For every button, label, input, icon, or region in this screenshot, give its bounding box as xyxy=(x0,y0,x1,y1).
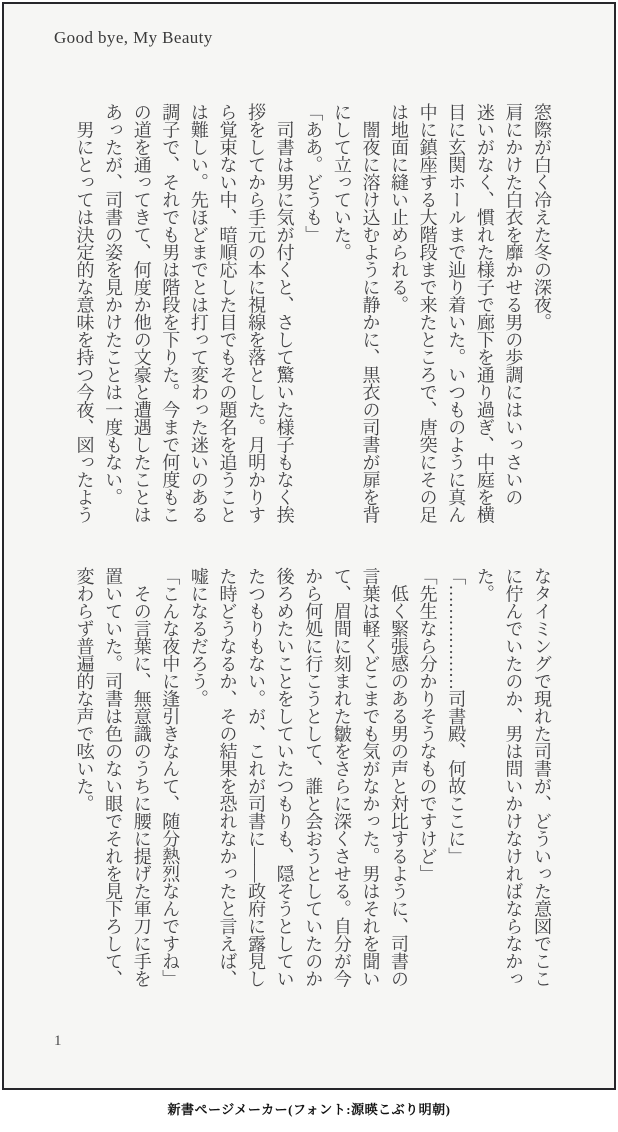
page-sheet xyxy=(2,2,616,1090)
text-line: は地面に縫い止められる。 xyxy=(389,103,410,313)
text-line: 「先生なら分かりそうなものですけど」 xyxy=(417,567,438,882)
text-line: 後ろめたいことをしていたつもりも、隠そうとしてい xyxy=(274,567,295,987)
text-line: 低く緊張感のある男の声と対比するように、司書の xyxy=(389,567,410,987)
text-line: 目に玄関ホールまで辿り着いた。いつものように真ん xyxy=(446,103,467,523)
text-line: から何処に行こうとして、誰と会おうとしていたのか xyxy=(303,567,324,987)
text-line: 男にとっては決定的な意味を持つ今夜、図ったよう xyxy=(74,103,95,523)
text-line: に佇んでいたのか、男は問いかけなければならなかっ xyxy=(503,567,524,987)
text-line: た時どうなるか、その結果を恐れなかったと言えば、 xyxy=(217,567,238,987)
text-line: 中に鎮座する大階段まで来たところで、唐突にその足 xyxy=(417,103,438,523)
text-line: 置いていた。司書は色のない眼でそれを見下ろして、 xyxy=(103,567,124,987)
text-line: なタイミングで現れた司書が、どういった意図でここ xyxy=(532,567,552,987)
page-number: 1 xyxy=(54,1033,62,1049)
text-line: ら覚束ない中、暗順応した目でもその題名を追うこと xyxy=(217,103,238,523)
text-line: その言葉に、無意識のうちに腰に提げた軍刀に手を xyxy=(131,567,152,987)
text-line: 調子で、それでも男は階段を下りた。今まで何度もこ xyxy=(160,103,181,523)
page-title: Good bye, My Beauty xyxy=(54,28,213,47)
text-block-lower xyxy=(70,567,556,1005)
text-line: 司書は男に気が付くと、さして驚いた様子もなく挨 xyxy=(274,103,295,523)
text-line: の道を通ってきて、何度か他の文豪と遭遇したことは xyxy=(131,103,152,523)
text-block-upper xyxy=(70,103,556,541)
text-line: 変わらず普遍的な声で呟いた。 xyxy=(74,567,95,812)
text-line: は難しい。先ほどまでとは打って変わった迷いのある xyxy=(188,103,209,523)
text-line: 言葉は軽くどこまでも気がなかった。男はそれを聞い xyxy=(360,567,381,987)
text-line: た。 xyxy=(474,567,495,602)
text-line: にして立っていた。 xyxy=(331,103,352,261)
text-line: 「ああ。どうも」 xyxy=(303,103,324,243)
text-line: 「………………司書殿、何故ここに」 xyxy=(446,567,467,865)
text-line: たつもりもない。が、これが司書に――政府に露見し xyxy=(246,567,267,987)
text-line: 肩にかけた白衣を靡かせる男の歩調にはいっさいの xyxy=(503,103,524,506)
text-line: 闇夜に溶け込むように静かに、黒衣の司書が扉を背 xyxy=(360,103,381,523)
text-line: て、眉間に刻まれた皺をさらに深くさせる。自分が今 xyxy=(331,567,352,987)
text-line: 「こんな夜中に逢引きなんて、随分熱烈なんですね」 xyxy=(160,567,181,987)
text-line: 拶をしてから手元の本に視線を落とした。月明かりす xyxy=(246,103,267,523)
footer-caption: 新書ページメーカー(フォント:源暎こぶり明朝) xyxy=(167,1102,451,1117)
text-line: 迷いがなく、慣れた様子で廊下を通り過ぎ、中庭を横 xyxy=(474,103,495,523)
text-line: 嘘になるだろう。 xyxy=(188,567,209,707)
text-line: 窓際が白く冷えた冬の深夜。 xyxy=(532,103,552,331)
text-line: あったが、司書の姿を見かけたことは一度もない。 xyxy=(103,103,124,506)
